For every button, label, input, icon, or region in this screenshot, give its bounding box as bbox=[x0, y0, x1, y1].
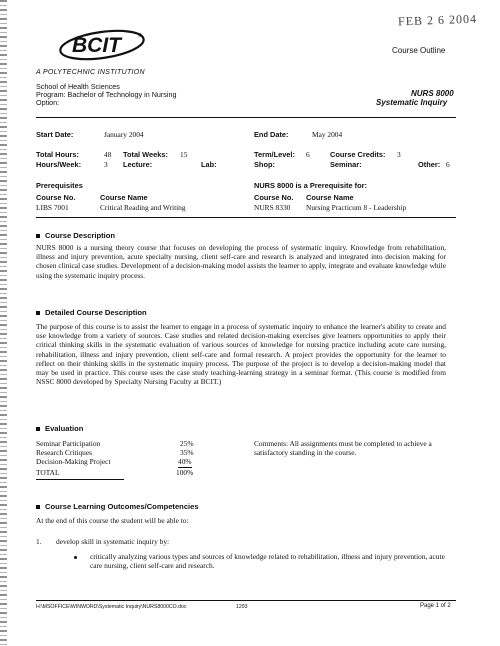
eval-total-value: 100% bbox=[176, 468, 194, 477]
term-label: Term/Level: bbox=[254, 150, 295, 159]
prereq-for-col-no: Course No. bbox=[254, 193, 294, 202]
total-hours-value: 48 bbox=[104, 150, 112, 159]
eval-item-name: Decision-Making Project bbox=[36, 457, 111, 466]
course-description-text: NURS 8000 is a nursing theory course that focuses on developing the process of systematic inquiry. Knowledge from rehabilitation, illness and injury prevention, acute specialty nursing, client self-care and research is analyzed and integrated into decision making for chosen clinical case studies. Development of a decision-making model assists the learner to apply, integrate and evaluate knowledge while using the systematic inquiry process. bbox=[36, 243, 446, 280]
doc-type: Course Outline bbox=[392, 46, 446, 55]
outcomes-heading bbox=[36, 502, 199, 511]
footer-rule bbox=[36, 600, 456, 601]
header-rule bbox=[36, 117, 456, 118]
hours-week-value: 3 bbox=[104, 160, 108, 169]
course-code: NURS 8000 bbox=[411, 89, 454, 98]
credits-value: 3 bbox=[397, 150, 401, 159]
course-title: Systematic Inquiry bbox=[376, 98, 448, 107]
end-date-value: May 2004 bbox=[312, 130, 343, 139]
heading-text: Course Description bbox=[45, 231, 116, 240]
eval-item-name: Research Critiques bbox=[36, 448, 93, 457]
eval-total-rule bbox=[36, 479, 124, 480]
outcomes-intro: At the end of this course the student will be able to: bbox=[36, 516, 189, 525]
bcit-logo bbox=[58, 27, 150, 67]
outcome-number: 1. bbox=[36, 537, 42, 546]
evaluation-comments: Comments: All assignments must be completed to achieve a satisfactory standing in the course. bbox=[254, 439, 432, 458]
bullet-icon bbox=[36, 234, 40, 238]
prereq-col-no: Course No. bbox=[36, 193, 76, 202]
prereq-for-course-name: Nursing Practicum 8 - Leadership bbox=[306, 203, 407, 212]
received-stamp: FEB 2 6 2004 bbox=[397, 11, 478, 29]
eval-item-value: 25% bbox=[180, 439, 194, 448]
institution-tag: A POLYTECHNIC INSTITUTION bbox=[36, 69, 145, 76]
start-date-value: January 2004 bbox=[104, 130, 144, 139]
credits-label: Course Credits: bbox=[330, 150, 386, 159]
prereq-course-name: Critical Reading and Writing bbox=[100, 203, 186, 212]
prereq-col-name: Course Name bbox=[100, 193, 148, 202]
eval-item-value: 35% bbox=[180, 448, 194, 457]
term-value: 6 bbox=[306, 150, 310, 159]
school: School of Health Sciences bbox=[36, 82, 120, 91]
prereq-rule bbox=[36, 217, 456, 218]
outcome-item: develop skill in systematic inquiry by: bbox=[56, 537, 170, 546]
prereq-for-heading: NURS 8000 is a Prerequisite for: bbox=[254, 181, 367, 190]
bullet-icon bbox=[36, 505, 40, 509]
eval-total-label: TOTAL bbox=[36, 468, 60, 477]
lecture-label: Lecture: bbox=[123, 160, 153, 169]
course-description-heading bbox=[36, 231, 115, 240]
other-value: 6 bbox=[446, 160, 450, 169]
shop-label: Shop: bbox=[254, 160, 275, 169]
total-weeks-label: Total Weeks: bbox=[123, 150, 168, 159]
svg-text:®: ® bbox=[138, 33, 142, 39]
heading-text: Detailed Course Description bbox=[45, 308, 147, 317]
prereq-for-col-name: Course Name bbox=[306, 193, 354, 202]
page-number: Page 1 of 2 bbox=[420, 603, 451, 609]
scan-edge-noise bbox=[0, 0, 7, 646]
program: Program: Bachelor of Technology in Nursing bbox=[36, 90, 177, 99]
bullet-icon bbox=[36, 427, 40, 431]
bullet-icon bbox=[36, 311, 40, 315]
prereq-course-no: LIBS 7001 bbox=[36, 203, 69, 212]
eval-item-value: 40% bbox=[178, 457, 192, 466]
option: Option: bbox=[36, 98, 60, 107]
bullet-icon bbox=[74, 556, 77, 559]
outcome-subitem: critically analyzing various types and sources of knowledge related to rehabilitation, illness and injury prevention, acute care nursing, client self-care and research. bbox=[90, 552, 445, 571]
seminar-label: Seminar: bbox=[330, 160, 362, 169]
heading-text: Course Learning Outcomes/Competencies bbox=[45, 502, 199, 511]
detailed-description-text: The purpose of this course is to assist the learner to engage in a process of systematic inquiry to enhance the learner's ability to create and use knowledge from a variety of sources. Case studies and related decision-making exercises give learners opportunities to apply their critical thinking skills in the systematic evaluation of various sources of knowledge for nursing practice including acute care nursing, rehabilitation, illness and injury prevention, client self-care and formal research. A project provides the opportunity for the learner to reflect on their thinking skills in the systematic inquiry process. The purpose of the project is to develop a decision-making model that may be used in practice. This course uses the case study teaching-learning strategy in a seminar format. (This course is modified from NSSC 8000 developed by Specialty Nursing Faculty at BCIT.) bbox=[36, 322, 446, 387]
start-date-label: Start Date: bbox=[36, 130, 74, 139]
eval-item-name: Seminar Participation bbox=[36, 439, 101, 448]
prereq-heading: Prerequisites bbox=[36, 181, 83, 190]
total-weeks-value: 15 bbox=[180, 150, 188, 159]
end-date-label: End Date: bbox=[254, 130, 289, 139]
total-hours-label: Total Hours: bbox=[36, 150, 79, 159]
lab-label: Lab: bbox=[201, 160, 217, 169]
svg-text:BCIT: BCIT bbox=[72, 34, 121, 57]
footer-path: H:\MSOFFICE\WINWORD\Systematic Inquiry\NURS8000CO.doc bbox=[36, 604, 187, 610]
heading-text: Evaluation bbox=[45, 424, 84, 433]
prereq-for-course-no: NURS 8330 bbox=[254, 203, 291, 212]
hours-week-label: Hours/Week: bbox=[36, 160, 82, 169]
footer-code: 1293 bbox=[236, 604, 248, 610]
evaluation-heading bbox=[36, 424, 83, 433]
other-label: Other: bbox=[418, 160, 441, 169]
detailed-description-heading bbox=[36, 308, 147, 317]
